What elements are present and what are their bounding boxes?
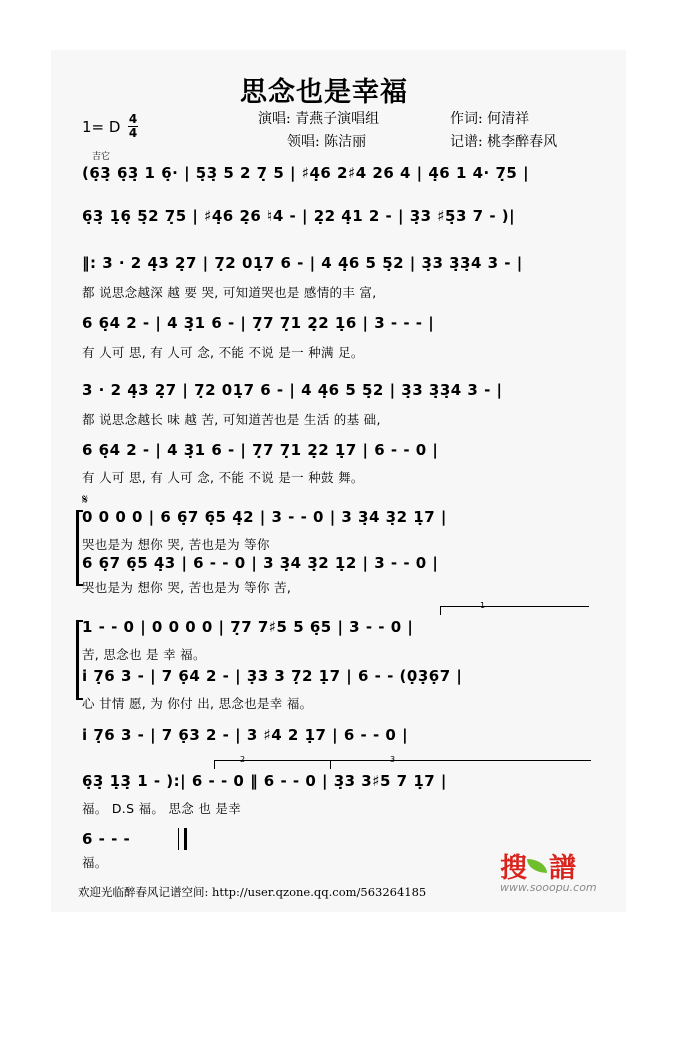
logo-text-a: 搜	[500, 853, 525, 884]
final-barline	[178, 828, 187, 850]
notation-row: 6̣3̣ 1̣3̣ 1 - ):| 6 - - 0 ‖ 6 - - 0 | 3̣3 3♯5 7 1̣7 |	[82, 772, 447, 790]
lyric-row: 福。	[82, 855, 108, 870]
notation-row: 0 0 0 0 | 6 6̣7 6̣5 4̣2 | 3 - - 0 | 3 3̣4 3̣2 1̣7 |	[82, 508, 447, 526]
time-signature-bottom: 4	[128, 126, 138, 140]
system-bracket	[76, 620, 79, 700]
volta-number: 1	[480, 601, 486, 610]
lyric-row: 心 甘情 愿, 为 你付 出, 思念也是幸 福。	[82, 696, 313, 711]
singer-credit: 演唱: 青燕子演唱组	[258, 111, 380, 127]
notation-row: 3 · 2 4̣3 2̣7 | 7̣2 01̣7 6 - | 4 4̣6 5 5̣2 | 3̣3 3̣3̣4 3 - |	[82, 381, 503, 399]
lyric-row: 哭也是为 想你 哭, 苦也是为 等你	[82, 537, 270, 552]
logo-text-b: 譜	[549, 853, 574, 884]
notation-row: 6̣3̣ 1̣6̣ 5̣2 7̣5 | ♯4̣6 2̣6 ♮4 - | 2̣2 4̣1 2 - | 3̣3 ♯5̣3 7 - )|	[82, 207, 516, 225]
lyric-row: 有 人可 思, 有 人可 念, 不能 不说 是一 种满 足。	[82, 345, 364, 360]
lead-singer-credit: 领唱: 陈洁丽	[287, 134, 367, 150]
notation-row: 6 6̣4 2 - | 4 3̣1 6 - | 7̣7 7̣1 2̣2 1̣6 | 3 - - - |	[82, 314, 435, 332]
song-title: 思念也是幸福	[240, 77, 408, 108]
lyric-row: 苦, 思念也 是 幸 福。	[82, 647, 206, 662]
transcriber-credit: 记谱: 桃李醉春风	[450, 134, 558, 150]
time-signature-top: 4	[128, 112, 138, 126]
system-bracket	[76, 510, 79, 586]
leaf-icon	[527, 859, 547, 873]
logo-url: www.sooopu.com	[500, 881, 597, 894]
instrument-label: 吉它	[92, 152, 111, 162]
notation-row: i 7̣6 3 - | 7 6̣4 2 - | 3̣3 3 7̣2 1̣7 | 6 - - (0̣3̣6̣7 |	[82, 667, 463, 685]
lyric-row: 福。 D.S 福。 思念 也 是幸	[82, 801, 242, 816]
lyric-row: 哭也是为 想你 哭, 苦也是为 等你 苦,	[82, 580, 292, 595]
volta-bracket-3	[330, 760, 591, 769]
key-signature: 1= D	[82, 118, 121, 136]
notation-row: ‖: 3 · 2 4̣3 2̣7 | 7̣2 01̣7 6 - | 4 4̣6 5 5̣2 | 3̣3 3̣3̣4 3 - |	[82, 254, 523, 272]
lyricist-credit: 作词: 何清祥	[450, 111, 530, 127]
segno-sign: 𝄋	[82, 492, 89, 508]
volta-bracket-1	[440, 606, 589, 615]
volta-number: 3	[390, 755, 396, 764]
notation-row: 6 6̣4 2 - | 4 3̣1 6 - | 7̣7 7̣1 2̣2 1̣7 | 6 - - 0 |	[82, 441, 439, 459]
lyric-row: 都 说思念越长 味 越 苦, 可知道苦也是 生活 的基 础,	[82, 412, 381, 427]
notation-row: 6 6̣7 6̣5 4̣3 | 6 - - 0 | 3 3̣4 3̣2 1̣2 | 3 - - 0 |	[82, 554, 439, 572]
volta-number: 2	[240, 755, 246, 764]
sooopu-logo	[500, 846, 574, 885]
lyric-row: 都 说思念越深 越 要 哭, 可知道哭也是 感情的丰 富,	[82, 285, 377, 300]
lyric-row: 有 人可 思, 有 人可 念, 不能 不说 是一 种鼓 舞。	[82, 470, 364, 485]
time-signature	[127, 113, 139, 140]
notation-row: 6 - - -	[82, 830, 131, 848]
notation-row: 1 - - 0 | 0 0 0 0 | 7̣7 7♯5 5 6̣5 | 3 - - 0 |	[82, 618, 414, 636]
footer-note: 欢迎光临醉春风记谱空间: http://user.qzone.qq.com/563264185	[78, 885, 427, 899]
notation-row: i 7̣6 3 - | 7 6̣3 2 - | 3 ♯4 2 1̣7 | 6 - - 0 |	[82, 726, 409, 744]
notation-row: (6̣3̣ 6̣3̣ 1 6̣· | 5̣3̣ 5 2 7̣ 5 | ♯4̣6 2♯4 26 4 | 4̣6 1 4· 7̣5 |	[82, 164, 530, 182]
